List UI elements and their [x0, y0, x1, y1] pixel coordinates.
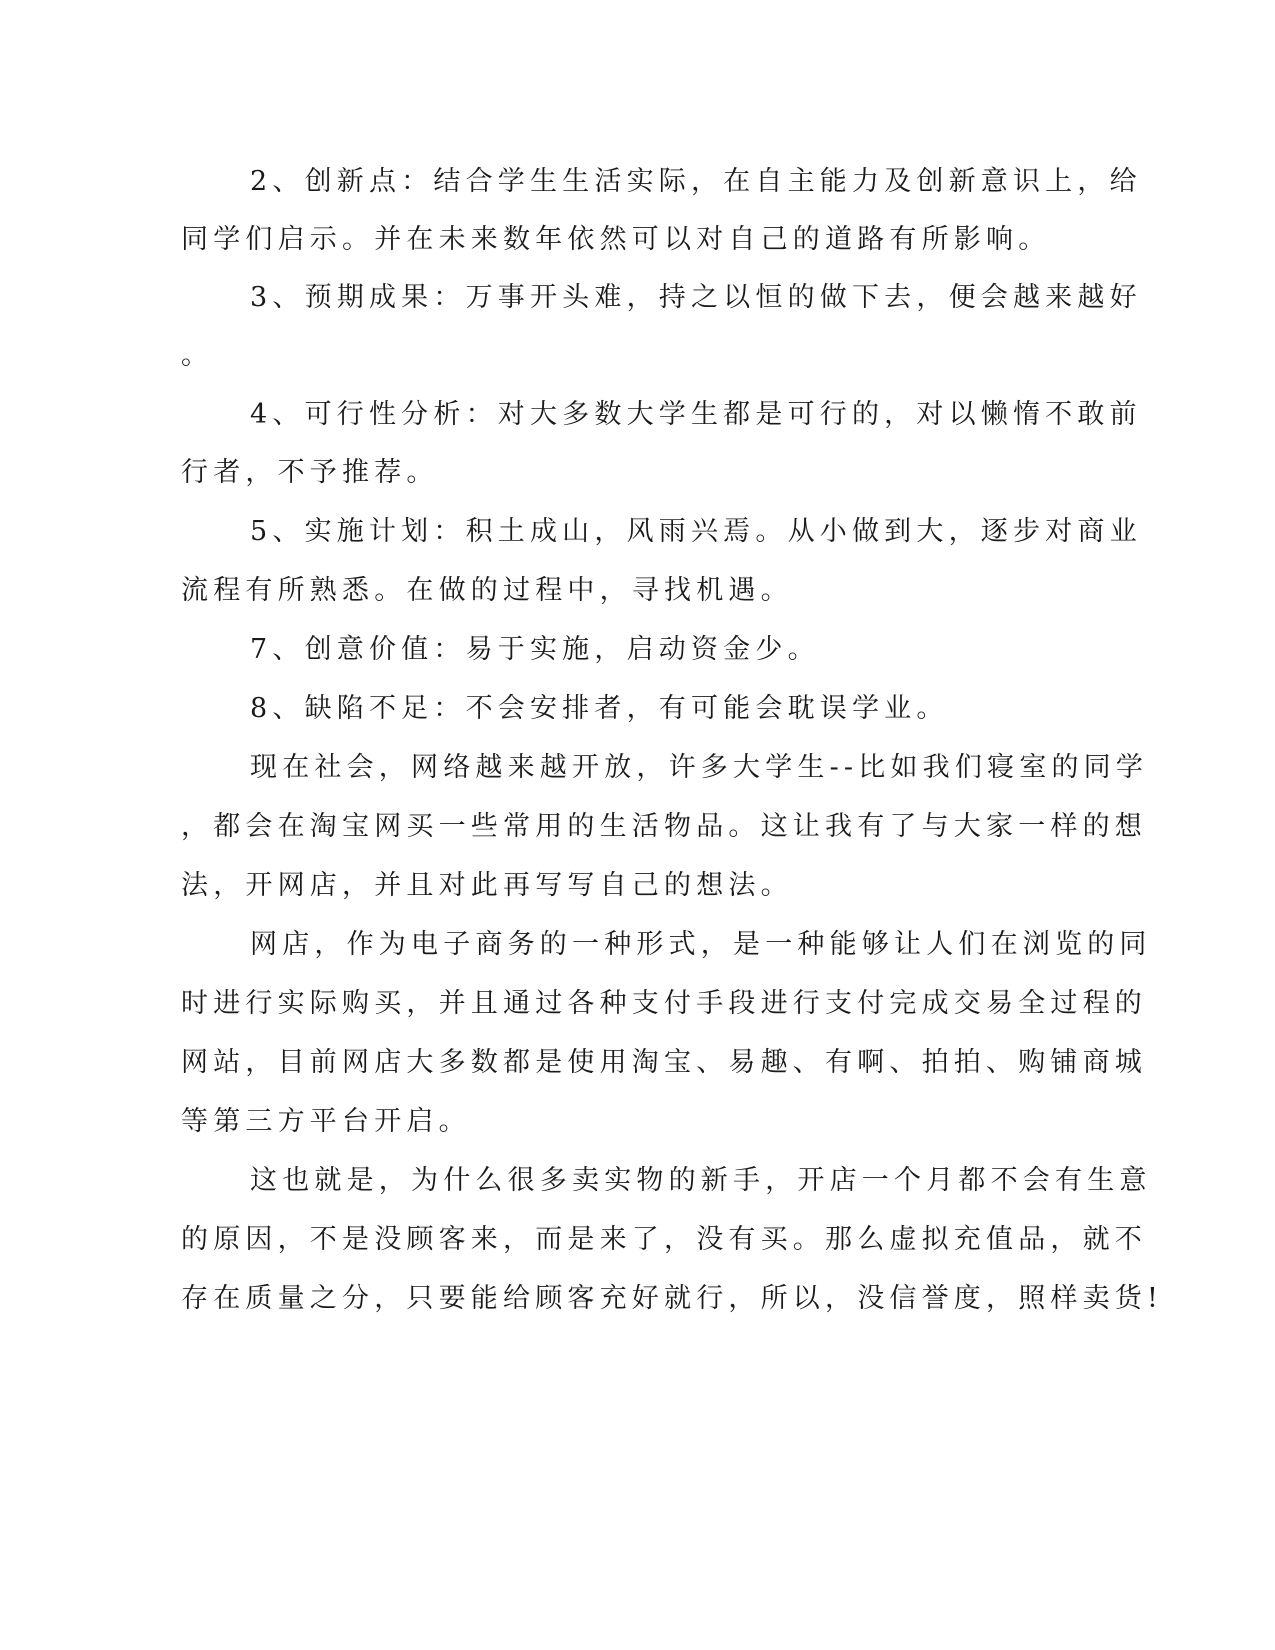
text-line: 5、实施计划：积土成山，风雨兴焉。从小做到大，逐步对商业: [250, 516, 1142, 547]
text-line: 这也就是，为什么很多卖实物的新手，开店一个月都不会有生意: [250, 1165, 1152, 1196]
text-line: 网店，作为电子商务的一种形式，是一种能够让人们在浏览的同: [250, 929, 1152, 960]
text-line: 。: [181, 340, 214, 371]
text-line: 时进行实际购买，并且通过各种支付手段进行支付完成交易全过程的: [181, 988, 1147, 1019]
text-line: 等第三方平台开启。: [181, 1106, 471, 1137]
text-line: 法，开网店，并且对此再写写自己的想法。: [181, 870, 793, 901]
text-line: 8、缺陷不足：不会安排者，有可能会耽误学业。: [250, 693, 949, 724]
text-line: 现在社会，网络越来越开放，许多大学生--比如我们寝室的同学: [250, 752, 1149, 783]
text-line: 流程有所熟悉。在做的过程中，寻找机遇。: [181, 575, 793, 606]
text-line: 网站，目前网店大多数都是使用淘宝、易趣、有啊、拍拍、购铺商城: [181, 1047, 1147, 1078]
text-line: 4、可行性分析：对大多数大学生都是可行的，对以懒惰不敢前: [250, 399, 1142, 430]
text-line: 3、预期成果：万事开头难，持之以恒的做下去，便会越来越好: [250, 282, 1142, 313]
text-line: 存在质量之分，只要能给顾客充好就行，所以，没信誉度，照样卖货!: [181, 1283, 1164, 1314]
text-line: 2、创新点：结合学生生活实际，在自主能力及创新意识上，给: [250, 166, 1142, 197]
text-line: 的原因，不是没顾客来，而是来了，没有买。那么虚拟充值品，就不: [181, 1224, 1147, 1255]
text-line: 同学们启示。并在未来数年依然可以对自己的道路有所影响。: [181, 224, 1051, 255]
text-line: 行者，不予推荐。: [181, 457, 439, 488]
text-line: ，都会在淘宝网买一些常用的生活物品。这让我有了与大家一样的想: [181, 811, 1147, 842]
text-line: 7、创意价值：易于实施，启动资金少。: [250, 634, 820, 665]
